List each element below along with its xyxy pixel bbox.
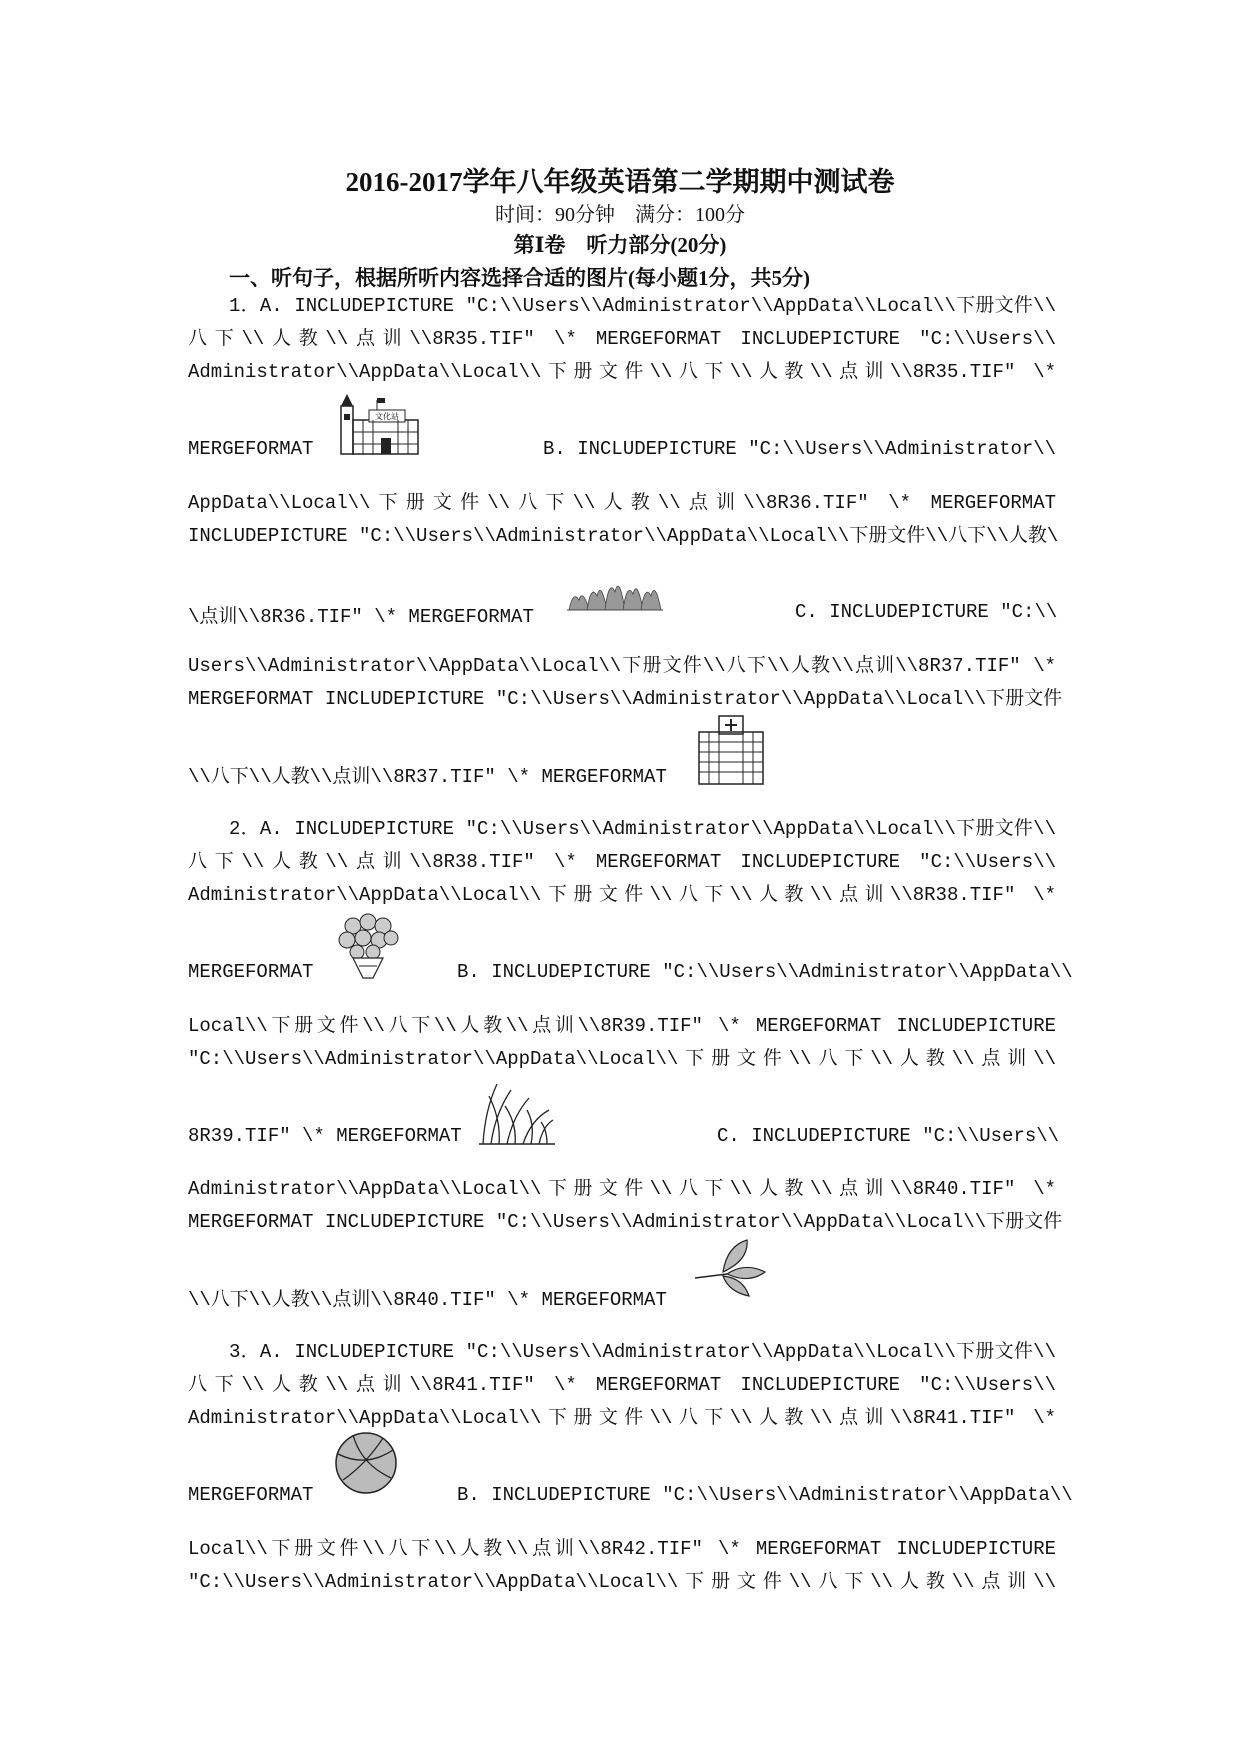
building-sign: 文化站 xyxy=(375,412,399,421)
question-line: 3．A. INCLUDEPICTURE "C:\\Users\\Administrator\\AppData\\Local\\下册文件\\ xyxy=(229,1341,1056,1363)
question-line: 8R39.TIF" \* MERGEFORMAT xyxy=(188,1125,462,1147)
question-line: 1．A. INCLUDEPICTURE "C:\\Users\\Administrator\\AppData\\Local\\下册文件\\ xyxy=(229,295,1056,317)
question-line: 八下\\人教\\点训\\8R38.TIF" \* MERGEFORMAT INCLUDEPICTURE "C:\\Users\\ xyxy=(188,851,1056,873)
question-line: "C:\\Users\\Administrator\\AppData\\Local\\下册文件\\八下\\人教\\点训\\ xyxy=(188,1571,1056,1593)
basketball-picture xyxy=(333,1430,399,1496)
exam-info: 时间：90分钟 满分：100分 xyxy=(495,204,745,226)
question-line: \\八下\\人教\\点训\\8R40.TIF" \* MERGEFORMAT xyxy=(188,1289,667,1311)
question-line: Administrator\\AppData\\Local\\下册文件\\八下\\人教\\点训\\8R40.TIF" \* xyxy=(188,1178,1056,1200)
question-line: 八下\\人教\\点训\\8R41.TIF" \* MERGEFORMAT INCLUDEPICTURE "C:\\Users\\ xyxy=(188,1374,1056,1396)
question-line: 八下\\人教\\点训\\8R35.TIF" \* MERGEFORMAT INCLUDEPICTURE "C:\\Users\\ xyxy=(188,328,1056,350)
question-line: Administrator\\AppData\\Local\\下册文件\\八下\\人教\\点训\\8R41.TIF" \* xyxy=(188,1407,1056,1429)
flowers-picture xyxy=(333,912,403,984)
question-line: Users\\Administrator\\AppData\\Local\\下册文件\\八下\\人教\\点训\\8R37.TIF" \* xyxy=(188,655,1056,677)
question-line: B. INCLUDEPICTURE "C:\\Users\\Administrator\\ xyxy=(543,438,1057,460)
question-line: AppData\\Local\\下册文件\\八下\\人教\\点训\\8R36.TIF" \* MERGEFORMAT xyxy=(188,492,1056,514)
question-line: MERGEFORMAT xyxy=(188,1484,314,1506)
question-line: B. INCLUDEPICTURE "C:\\Users\\Administrator\\AppData\\ xyxy=(457,961,1073,983)
question-line: MERGEFORMAT xyxy=(188,961,314,983)
question-line: C. INCLUDEPICTURE "C:\\ xyxy=(795,601,1058,623)
question-line: MERGEFORMAT xyxy=(188,438,314,460)
trees-picture xyxy=(565,570,665,614)
page-title: 2016-2017学年八年级英语第二学期期中测试卷 xyxy=(345,167,895,197)
question-line: \点训\\8R36.TIF" \* MERGEFORMAT xyxy=(188,606,534,628)
question-line: MERGEFORMAT INCLUDEPICTURE "C:\\Users\\Administrator\\AppData\\Local\\下册文件 xyxy=(188,1211,1063,1233)
hospital-picture xyxy=(697,712,767,786)
grass-picture xyxy=(477,1080,557,1146)
question-line: Local\\下册文件\\八下\\人教\\点训\\8R42.TIF" \* MERGEFORMAT INCLUDEPICTURE xyxy=(188,1538,1056,1560)
question-line: "C:\\Users\\Administrator\\AppData\\Local\\下册文件\\八下\\人教\\点训\\ xyxy=(188,1048,1056,1070)
question-line: MERGEFORMAT INCLUDEPICTURE "C:\\Users\\Administrator\\AppData\\Local\\下册文件 xyxy=(188,688,1063,710)
leaves-picture xyxy=(693,1238,767,1302)
building-picture xyxy=(333,392,423,458)
question-line: B. INCLUDEPICTURE "C:\\Users\\Administrator\\AppData\\ xyxy=(457,1484,1073,1506)
question-line: Administrator\\AppData\\Local\\下册文件\\八下\\人教\\点训\\8R38.TIF" \* xyxy=(188,884,1056,906)
question-line: Local\\下册文件\\八下\\人教\\点训\\8R39.TIF" \* MERGEFORMAT INCLUDEPICTURE xyxy=(188,1015,1056,1037)
part-heading: 第Ⅰ卷 听力部分(20分) xyxy=(513,233,727,257)
question-line: INCLUDEPICTURE "C:\\Users\\Administrator\\AppData\\Local\\下册文件\\八下\\人教\ xyxy=(188,525,1059,547)
section-heading: 一、听句子，根据所听内容选择合适的图片(每小题1分，共5分) xyxy=(229,266,810,290)
question-line: C. INCLUDEPICTURE "C:\\Users\\ xyxy=(717,1125,1060,1147)
question-line: Administrator\\AppData\\Local\\下册文件\\八下\\人教\\点训\\8R35.TIF" \* xyxy=(188,361,1056,383)
question-line: \\八下\\人教\\点训\\8R37.TIF" \* MERGEFORMAT xyxy=(188,766,667,788)
question-line: 2．A. INCLUDEPICTURE "C:\\Users\\Administrator\\AppData\\Local\\下册文件\\ xyxy=(229,818,1056,840)
